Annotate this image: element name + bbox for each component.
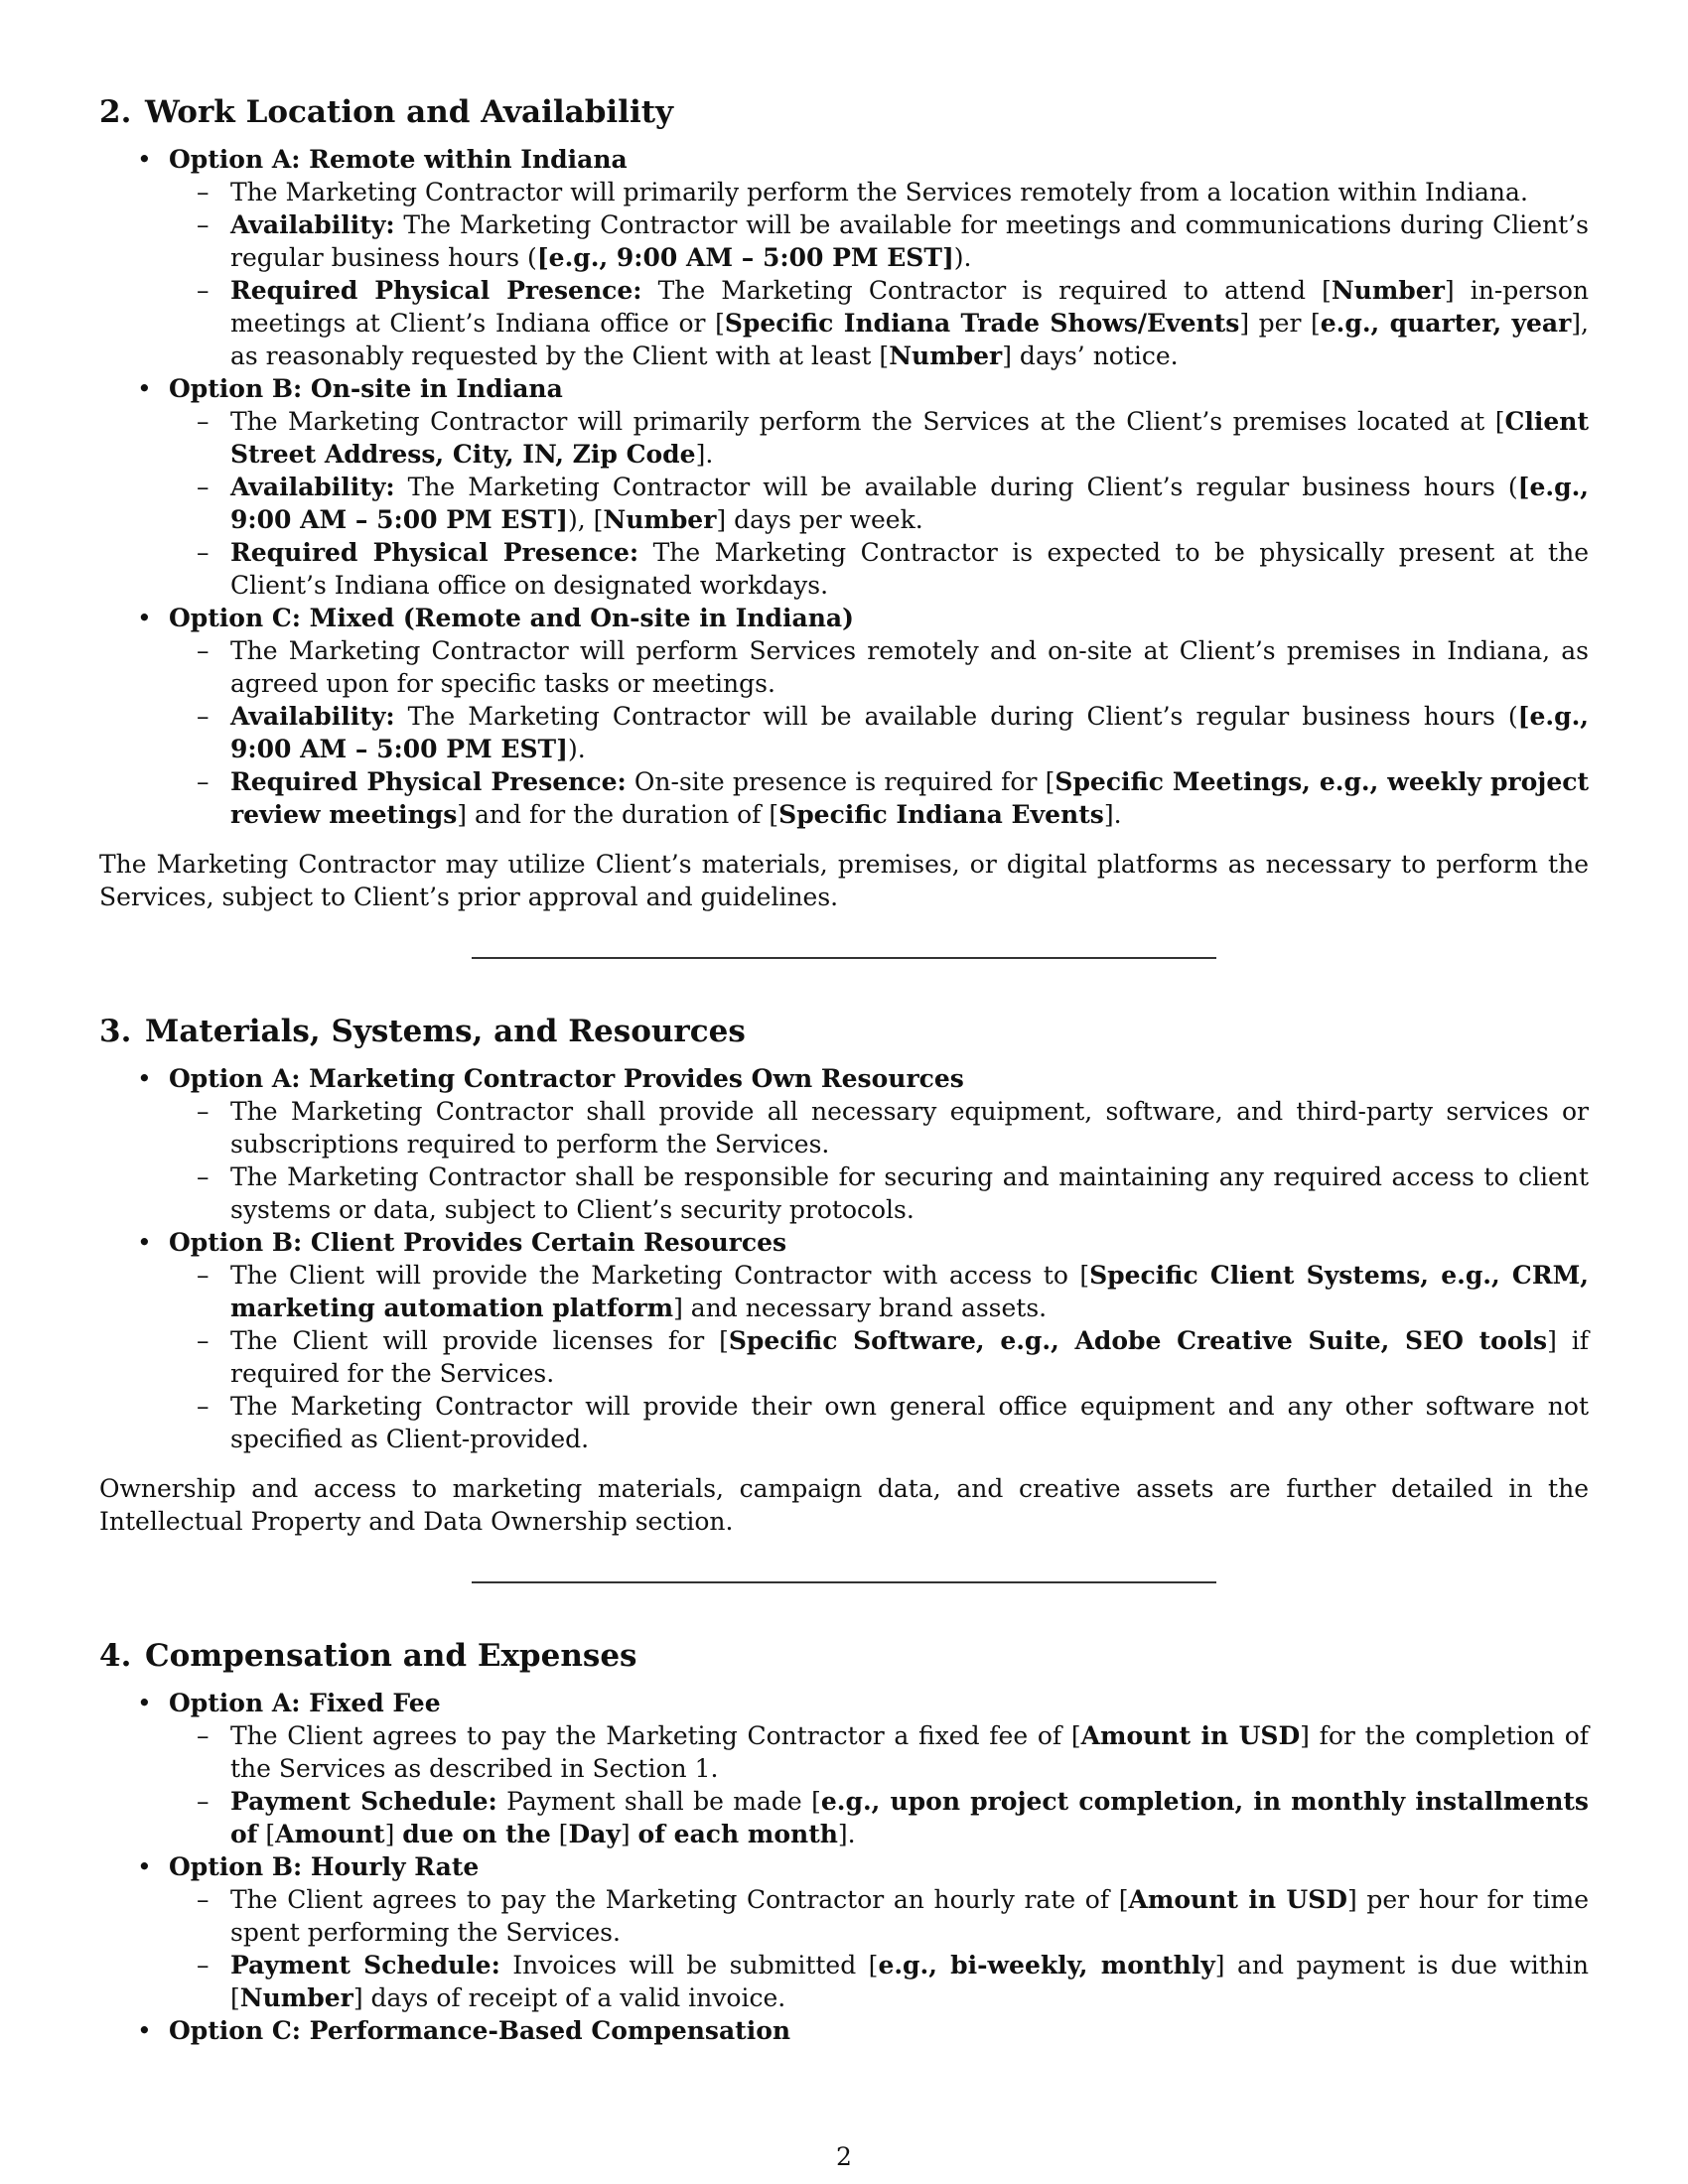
option-item bbox=[99, 143, 1589, 372]
section-number: 4. bbox=[99, 1638, 132, 1674]
dash-icon: – bbox=[197, 1097, 210, 1126]
text-run: The Client will provide the Marketing Contractor with access to [ bbox=[230, 1261, 1090, 1290]
text-run: The Client agrees to pay the Marketing Contractor an hourly rate of [ bbox=[230, 1885, 1129, 1914]
section-title: Work Location and Availability bbox=[145, 94, 674, 130]
bold-text: of each month bbox=[637, 1820, 838, 1848]
option-item bbox=[99, 1687, 1589, 1850]
bold-text: Number bbox=[1331, 276, 1445, 305]
text-run: The Marketing Contractor shall provide all necessary equipment, software, and third-party services or subscriptions required to perform the Services. bbox=[230, 1097, 1589, 1159]
text-run: The Marketing Contractor is expected to be physically present at the Client’s Indiana office on designated workdays. bbox=[230, 538, 1589, 600]
option-detail bbox=[169, 405, 1589, 471]
text-run: Payment shall be made [ bbox=[496, 1787, 821, 1816]
dash-icon: – bbox=[197, 178, 210, 206]
text-run: The Marketing Contractor will be available during Client’s regular business hours ( bbox=[394, 473, 1518, 501]
option-detail bbox=[169, 1719, 1589, 1785]
text-run: ], as reasonably requested by the Client with at least [ bbox=[230, 309, 1589, 370]
bold-text: Specific Indiana Events bbox=[778, 800, 1104, 829]
bold-text: Specific Meetings, e.g., weekly project review meetings bbox=[230, 767, 1590, 829]
bullet-icon: • bbox=[137, 2016, 152, 2045]
text-run: ] and payment is due within [ bbox=[230, 1951, 1589, 2012]
bold-text: [e.g., 9:00 AM – 5:00 PM EST] bbox=[230, 473, 1589, 534]
section-title: Compensation and Expenses bbox=[145, 1638, 637, 1674]
option-detail-list bbox=[169, 1883, 1589, 2014]
text-run: ). bbox=[953, 243, 972, 272]
bold-text: Required Physical Presence: bbox=[230, 767, 627, 796]
text-run: The Marketing Contractor will perform Services remotely and on-site at Client’s premises in Indiana, as agreed upon for specific tasks or meetings. bbox=[230, 636, 1589, 698]
bold-text: Availability: bbox=[230, 473, 395, 501]
dash-icon: – bbox=[197, 407, 210, 436]
option-detail-list bbox=[169, 1259, 1589, 1455]
option-detail bbox=[169, 700, 1589, 765]
bold-text: Specific Indiana Trade Shows/Events bbox=[724, 309, 1240, 338]
text-run: The Marketing Contractor shall be responsible for securing and maintaining any required access to client systems or data, subject to Client’s security protocols. bbox=[230, 1162, 1589, 1224]
option-label: Option C: Mixed (Remote and On-site in Indiana) bbox=[169, 604, 854, 632]
bold-text: Availability: bbox=[230, 210, 395, 239]
bold-text: Required Physical Presence: bbox=[230, 276, 642, 305]
option-list bbox=[99, 143, 1589, 831]
option-detail bbox=[169, 1259, 1589, 1324]
text-run: ] days of receipt of a valid invoice. bbox=[352, 1983, 786, 2012]
text-run: [ bbox=[550, 1820, 569, 1848]
dash-icon: – bbox=[197, 1721, 210, 1750]
option-detail-list bbox=[169, 1095, 1589, 1226]
section-closing-paragraph: The Marketing Contractor may utilize Client’s materials, premises, or digital platforms as necessary to perform the Services, subject to Client’s prior approval and guidelines. bbox=[99, 850, 1589, 911]
bold-text: Payment Schedule: bbox=[230, 1951, 500, 1979]
document-body bbox=[99, 91, 1589, 2047]
section-heading bbox=[99, 1011, 1589, 1052]
text-run: ] in-person meetings at Client’s Indiana office or [ bbox=[230, 276, 1590, 338]
section-number: 3. bbox=[99, 1014, 132, 1049]
section-heading bbox=[99, 1635, 1589, 1677]
text-run: ). bbox=[567, 735, 586, 763]
dash-icon: – bbox=[197, 1392, 210, 1421]
text-run: ] for the completion of the Services as described in Section 1. bbox=[230, 1721, 1589, 1783]
option-detail bbox=[169, 765, 1589, 831]
bullet-icon: • bbox=[137, 1689, 152, 1717]
dash-icon: – bbox=[197, 767, 210, 796]
section bbox=[99, 91, 1589, 959]
text-run: The Marketing Contractor will primarily perform the Services remotely from a location within Indiana. bbox=[230, 178, 1528, 206]
dash-icon: – bbox=[197, 538, 210, 567]
section-number: 2. bbox=[99, 94, 132, 130]
dash-icon: – bbox=[197, 1326, 210, 1355]
text-run: The Marketing Contractor will be available for meetings and communications during Client’s regular business hours ( bbox=[230, 210, 1589, 272]
text-run: ]. bbox=[695, 440, 714, 469]
dash-icon: – bbox=[197, 1787, 210, 1816]
option-detail bbox=[169, 176, 1589, 208]
option-label: Option A: Remote within Indiana bbox=[169, 145, 628, 174]
dash-icon: – bbox=[197, 210, 210, 239]
option-detail-list bbox=[169, 1719, 1589, 1850]
text-run: [ bbox=[257, 1820, 276, 1848]
dash-icon: – bbox=[197, 636, 210, 665]
page-number: 2 bbox=[836, 2142, 852, 2171]
option-detail bbox=[169, 274, 1589, 372]
option-detail bbox=[169, 1324, 1589, 1390]
option-label: Option B: Client Provides Certain Resources bbox=[169, 1228, 787, 1257]
bold-text: e.g., quarter, year bbox=[1320, 309, 1572, 338]
option-label: Option A: Marketing Contractor Provides Own Resources bbox=[169, 1064, 964, 1093]
text-run: The Marketing Contractor will provide their own general office equipment and any other software not specified as Client-provided. bbox=[230, 1392, 1589, 1453]
section-divider bbox=[472, 957, 1216, 959]
section-title: Materials, Systems, and Resources bbox=[145, 1014, 746, 1049]
text-run: ] per [ bbox=[1239, 309, 1321, 338]
bold-text: Number bbox=[603, 505, 717, 534]
text-run: ), [ bbox=[567, 505, 604, 534]
option-label: Option B: On-site in Indiana bbox=[169, 374, 563, 403]
option-detail bbox=[169, 1160, 1589, 1226]
option-list bbox=[99, 1062, 1589, 1455]
option-detail bbox=[169, 1949, 1589, 2014]
option-detail-list bbox=[169, 176, 1589, 372]
section-divider bbox=[472, 1581, 1216, 1583]
dash-icon: – bbox=[197, 1951, 210, 1979]
bold-text: Number bbox=[239, 1983, 353, 2012]
bold-text: [e.g., 9:00 AM – 5:00 PM EST] bbox=[230, 702, 1589, 763]
bold-text: Day bbox=[568, 1820, 621, 1848]
option-label: Option B: Hourly Rate bbox=[169, 1852, 480, 1881]
option-detail bbox=[169, 1883, 1589, 1949]
section-heading bbox=[99, 91, 1589, 133]
section bbox=[99, 1011, 1589, 1583]
bold-text: Amount in USD bbox=[1128, 1885, 1347, 1914]
option-item bbox=[99, 1062, 1589, 1226]
section-closing-paragraph: Ownership and access to marketing materials, campaign data, and creative assets are further detailed in the Intellectual Property and Data Ownership section. bbox=[99, 1474, 1589, 1536]
text-run: The Client will provide licenses for [ bbox=[230, 1326, 729, 1355]
option-detail bbox=[169, 1390, 1589, 1455]
option-detail-list bbox=[169, 634, 1589, 831]
text-run: ]. bbox=[837, 1820, 856, 1848]
option-list bbox=[99, 1687, 1589, 2047]
text-run: ] days’ notice. bbox=[1002, 341, 1179, 370]
dash-icon: – bbox=[197, 276, 210, 305]
bold-text: e.g., bi-weekly, monthly bbox=[878, 1951, 1215, 1979]
text-run: Invoices will be submitted [ bbox=[499, 1951, 879, 1979]
text-run: ] and necessary brand assets. bbox=[673, 1294, 1048, 1322]
text-run: ] and for the duration of [ bbox=[457, 800, 779, 829]
text-run: The Marketing Contractor is required to attend [ bbox=[641, 276, 1332, 305]
text-run: ] bbox=[620, 1820, 638, 1848]
dash-icon: – bbox=[197, 1261, 210, 1290]
option-item bbox=[99, 602, 1589, 831]
text-run: The Marketing Contractor will primarily perform the Services at the Client’s premises located at [ bbox=[230, 407, 1505, 436]
option-detail bbox=[169, 1095, 1589, 1160]
text-run: ] days per week. bbox=[716, 505, 923, 534]
bold-text: Number bbox=[889, 341, 1003, 370]
bold-text: Amount bbox=[275, 1820, 385, 1848]
bullet-icon: • bbox=[137, 1064, 152, 1093]
option-item bbox=[99, 372, 1589, 602]
bold-text: Availability: bbox=[230, 702, 395, 731]
bullet-icon: • bbox=[137, 374, 152, 403]
bullet-icon: • bbox=[137, 604, 152, 632]
option-label: Option A: Fixed Fee bbox=[169, 1689, 441, 1717]
dash-icon: – bbox=[197, 1885, 210, 1914]
option-detail bbox=[169, 1785, 1589, 1850]
text-run: The Marketing Contractor will be available during Client’s regular business hours ( bbox=[394, 702, 1518, 731]
option-detail bbox=[169, 208, 1589, 274]
option-item bbox=[99, 2014, 1589, 2047]
bullet-icon: • bbox=[137, 1228, 152, 1257]
text-run: ]. bbox=[1103, 800, 1122, 829]
option-item bbox=[99, 1850, 1589, 2014]
dash-icon: – bbox=[197, 473, 210, 501]
text-run: The Client agrees to pay the Marketing Contractor a fixed fee of [ bbox=[230, 1721, 1081, 1750]
option-detail bbox=[169, 471, 1589, 536]
bold-text: e.g., upon project completion, in monthly installments of bbox=[230, 1787, 1589, 1848]
option-item bbox=[99, 1226, 1589, 1455]
bullet-icon: • bbox=[137, 145, 152, 174]
bold-text: due on the bbox=[402, 1820, 551, 1848]
dash-icon: – bbox=[197, 702, 210, 731]
text-run: ] bbox=[384, 1820, 403, 1848]
bold-text: [e.g., 9:00 AM – 5:00 PM EST] bbox=[536, 243, 954, 272]
text-run: ] if required for the Services. bbox=[230, 1326, 1589, 1388]
text-run: ] per hour for time spent performing the Services. bbox=[230, 1885, 1589, 1947]
bullet-icon: • bbox=[137, 1852, 152, 1881]
bold-text: Payment Schedule: bbox=[230, 1787, 497, 1816]
option-detail bbox=[169, 536, 1589, 602]
section bbox=[99, 1635, 1589, 2047]
text-run: On-site presence is required for [ bbox=[626, 767, 1055, 796]
option-detail bbox=[169, 634, 1589, 700]
dash-icon: – bbox=[197, 1162, 210, 1191]
option-label: Option C: Performance-Based Compensation bbox=[169, 2016, 791, 2045]
bold-text: Client Street Address, City, IN, Zip Code bbox=[230, 407, 1589, 469]
option-detail-list bbox=[169, 405, 1589, 602]
bold-text: Specific Software, e.g., Adobe Creative Suite, SEO tools bbox=[728, 1326, 1548, 1355]
bold-text: Amount in USD bbox=[1080, 1721, 1301, 1750]
bold-text: Specific Client Systems, e.g., CRM, marketing automation platform bbox=[230, 1261, 1589, 1322]
bold-text: Required Physical Presence: bbox=[230, 538, 639, 567]
